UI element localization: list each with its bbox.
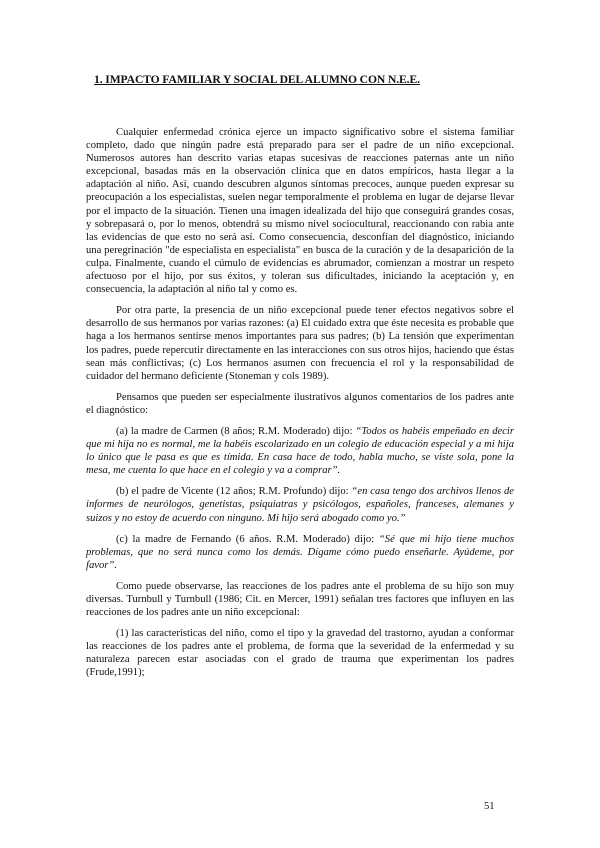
quote-text: “en casa tengo dos archivos llenos de informes de neurólogos, genetistas, psiquiatras y psicólogos, españoles, franceses, alemanes y suizos y no estoy de acuerdo con ninguno. Mi hijo será abogado como yo.” bbox=[86, 486, 514, 524]
quote-text: “Sé que mi hijo tiene muchos problemas, que no será nunca como los demás. Dígame cómo puedo enseñarle. Ayúdeme, por favor”. bbox=[86, 533, 514, 571]
quote-lead: (c) la madre de Fernando (6 años. R.M. Moderado) dijo: bbox=[116, 533, 379, 545]
paragraph-chronic-illness-impact: Cualquier enfermedad crónica ejerce un impacto significativo sobre el sistema familiar completo, dado que ningún padre está preparado para ser el padre de un niño excepcional. Numerosos autores han descrito varias etapas sucesivas de reacciones paternas ante un niño excepcional, basadas más en la observación clínica que en datos empíricos, hasta llegar a la adaptación al niño. Así, cuando descubren algunos síntomas precoces, aunque pueden expresar su preocupación a los especialistas, suelen negar temporalmente el problema en lugar de dejarse llevar por el impacto de la situación. Tienen una imagen idealizada del hijo que conseguirá grandes cosas, y sobrepasará o, por lo menos, obtendrá su mismo nivel sociocultural, reaccionando con rabia ante las evidencias de que esto no será así. Como consecuencia, desconfían del diagnóstico, iniciando una peregrinación "de especialista en especialista" en busca de la curación y de la desaparición de la culpa. Finalmente, cuando el cúmulo de evidencias es abrumador, comienzan a mostrar un respeto afectuoso por el hijo, por sus éxitos, y toleran sus dificultades, iniciando la aceptación y, en consecuencia, la adaptación al niño tal y como es. bbox=[86, 127, 514, 296]
page-number: 51 bbox=[484, 801, 495, 812]
paragraph-siblings-effects: Por otra parte, la presencia de un niño excepcional puede tener efectos negativos sobre el desarrollo de sus hermanos por varias razones: (a) El cuidado extra que éste necesita es probable que haga a los hermanos sentirse menos importantes para sus padres; (b) La tensión que experimentan los padres, puede repercutir directamente en las interacciones con sus otros hijos, haciendo que éstas sean más conflictivas; (c) Los hermanos asumen con frecuencia el rol y la responsabilidad de cuidador del hermano deficiente (Stoneman y cols 1989). bbox=[86, 305, 514, 382]
paragraph-child-characteristics: (1) las características del niño, como el tipo y la gravedad del trastorno, ayudan a conformar las reacciones de los padres ante el problema, de forma que la severidad de la enfermedad y su naturaleza parecen estar asociadas con el grado de trauma que experimentan los padres (Frude,1991); bbox=[86, 628, 514, 679]
quote-carmen-mother bbox=[86, 425, 514, 477]
quote-vicente-father bbox=[86, 485, 514, 524]
paragraph-parent-reactions-factors: Como puede observarse, las reacciones de los padres ante el problema de su hijo son muy diversas. Turnbull y Turnbull (1986; Cit. en Mercer, 1991) señalan tres factores que influyen en las reacciones de los padres ante un niño excepcional: bbox=[86, 580, 514, 619]
quote-text: “Todos os habéis empeñado en decir que mi hija no es normal, me la habéis escolarizado en un colegio de educación especial y a mi hija lo único que le pasa es que es tímida. En casa hace de todo, habla mucho, se viste sola, pone la mesa, me cuenta lo que hace en el colegio y va a comprar”. bbox=[86, 425, 514, 477]
quote-fernando-mother bbox=[86, 533, 514, 572]
quote-lead: (b) el padre de Vicente (12 años; R.M. Profundo) dijo: bbox=[116, 486, 352, 498]
section-heading: 1. IMPACTO FAMILIAR Y SOCIAL DEL ALUMNO CON N.E.E. bbox=[94, 73, 420, 86]
body-text bbox=[86, 126, 514, 688]
paragraph-parent-comments-intro: Pensamos que pueden ser especialmente ilustrativos algunos comentarios de los padres ante el diagnóstico: bbox=[86, 391, 514, 416]
quote-lead: (a) la madre de Carmen (8 años; R.M. Moderado) dijo: bbox=[116, 425, 356, 437]
